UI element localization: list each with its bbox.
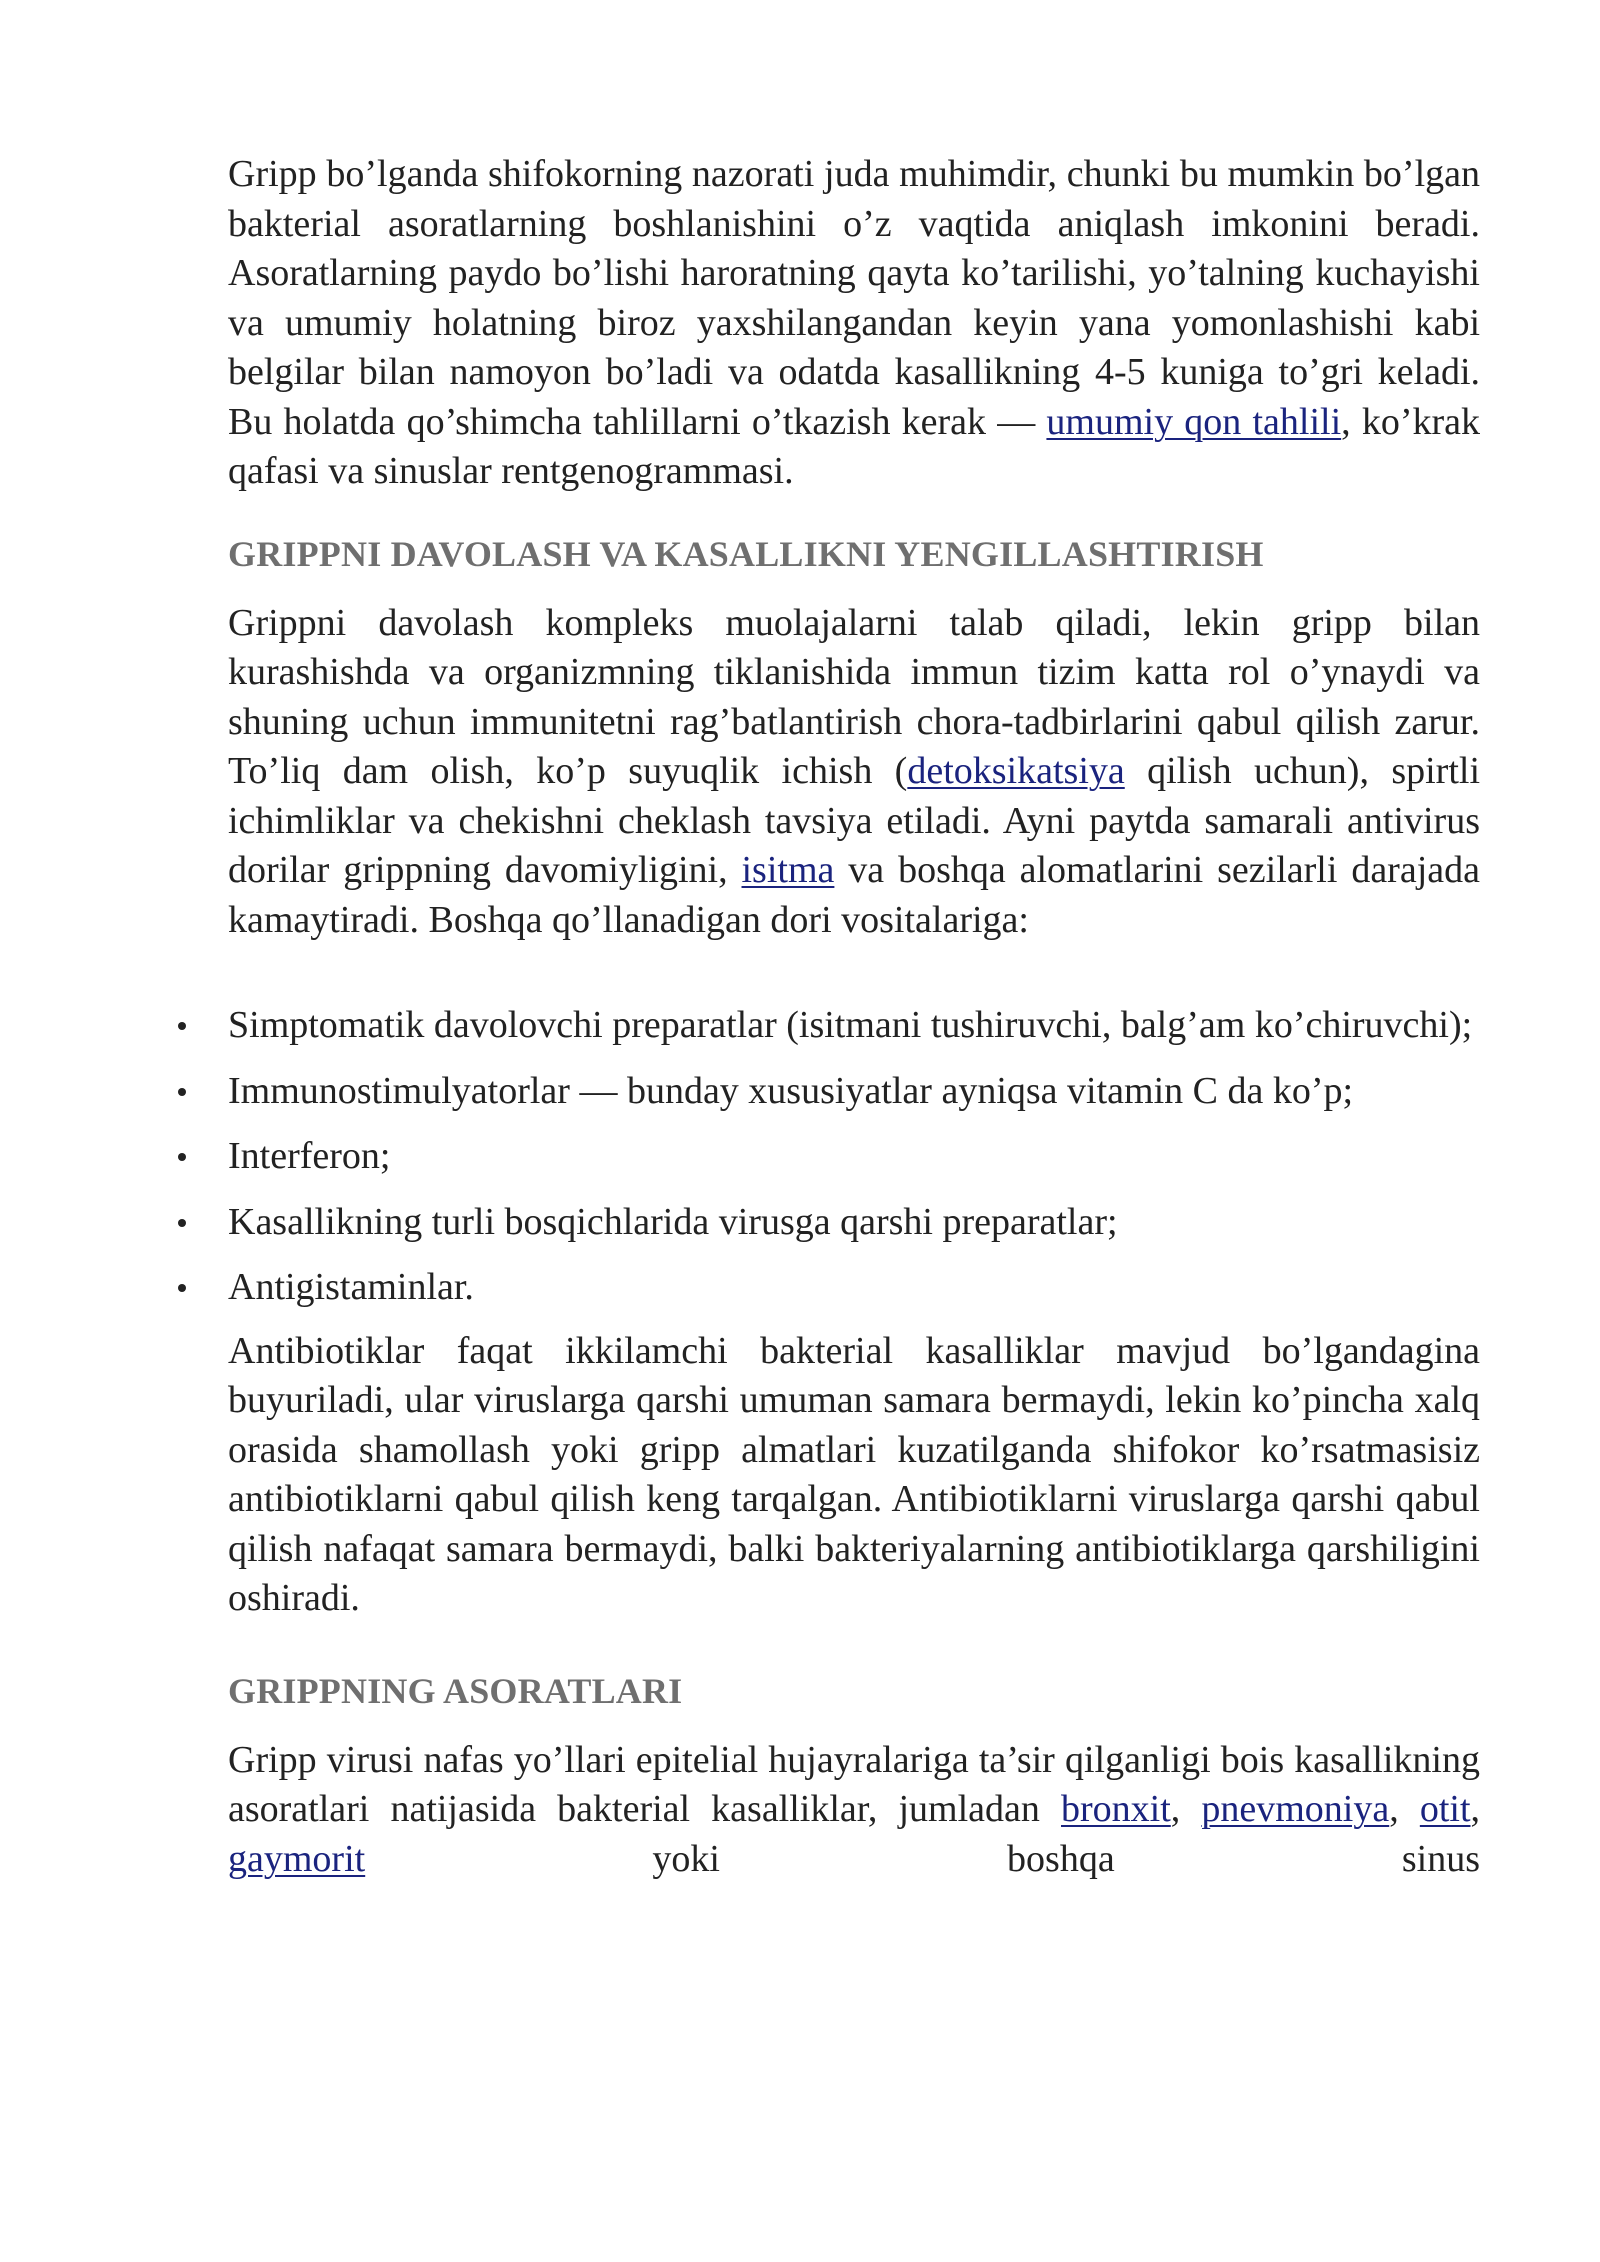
list-item-text: Antigistaminlar. xyxy=(228,1266,474,1308)
bullet-icon xyxy=(178,1284,186,1292)
paragraph-text: va boshqa alomatlarini sezilarli darajada kamaytiradi. Boshqa qo’llanadigan dori vositalariga: xyxy=(228,849,1480,941)
paragraph-treatment xyxy=(228,599,1480,946)
bullet-icon xyxy=(178,1153,186,1161)
section-heading-complications: GRIPPNING ASORATLARI xyxy=(228,1670,683,1711)
link-bronchitis[interactable]: bronxit xyxy=(1061,1788,1171,1830)
separator: , xyxy=(1389,1788,1420,1830)
bullet-icon xyxy=(178,1088,186,1096)
document-page xyxy=(228,150,1480,1884)
bullet-icon xyxy=(178,1219,186,1227)
link-detoxification[interactable]: detoksikatsiya xyxy=(907,750,1125,792)
list-item xyxy=(228,1198,1480,1248)
link-complete-blood-count[interactable]: umumiy qon tahlili xyxy=(1046,400,1342,443)
bullet-icon xyxy=(178,1022,186,1030)
paragraph-text: , ko’krak qafasi va sinuslar rentgenogrammasi. xyxy=(228,400,1480,492)
list-item xyxy=(228,1067,1480,1117)
list-item xyxy=(228,1132,1480,1182)
paragraph-text: Gripp bo’lganda shifokorning nazorati juda muhimdir, chunki bu mumkin bo’lgan bakterial asoratlarning boshlanishini o’z vaqtida aniqlash imkonini beradi. Asoratlarning paydo bo’lishi haroratning qayta ko’tarilishi, yo’talning kuchayishi va umumiy holatning biroz yaxshilangandan keyin yana yomonlashishi kabi belgilar bilan namoyon bo’ladi va odatda kasallikning 4-5 kuniga to’gri keladi. Bu holatda qo’shimcha tahlillarni o’tkazish kerak — xyxy=(228,153,1480,443)
paragraph-text: yoki boshqa sinus xyxy=(365,1837,1480,1880)
list-item xyxy=(228,1263,1480,1313)
link-pneumonia[interactable]: pnevmoniya xyxy=(1201,1788,1390,1830)
paragraph-complications xyxy=(228,1736,1480,1885)
list-item-text: Simptomatik davolovchi preparatlar (isitmani tushiruvchi, balg’am ko’chiruvchi); xyxy=(228,1004,1473,1046)
link-otitis[interactable]: otit xyxy=(1419,1788,1471,1830)
paragraph-text: Gripp virusi nafas yo’llari epitelial hujayralariga ta’sir qilganligi bois kasallikning asoratlari natijasida bakterial kasalliklar, jumladan xyxy=(228,1738,1480,1830)
paragraph-flu-monitoring xyxy=(228,150,1480,497)
paragraph-antibiotics: Antibiotiklar faqat ikkilamchi bakterial kasalliklar mavjud bo’lgandagina buyuriladi, ular viruslarga qarshi umuman samara bermaydi, lekin ko’pincha xalq orasida shamollash yoki gripp almatlari kuzatilganda shifokor ko’rsatmasisiz antibiotiklarni qabul qilish keng tarqalgan. Antibiotiklarni viruslarga qarshi qabul qilish nafaqat samara bermaydi, balki bakteriyalarning antibiotiklarga qarshiligini oshiradi. xyxy=(228,1329,1480,1619)
link-sinusitis[interactable]: gaymorit xyxy=(228,1837,366,1880)
list-item xyxy=(228,1001,1480,1051)
separator: , xyxy=(1470,1788,1481,1830)
paragraph-text: qilish uchun), spirtli ichimliklar va chekishni cheklash tavsiya etiladi. Ayni paytda samarali antivirus dorilar grippning davomiyligini, xyxy=(228,750,1481,891)
paragraph-text: Grippni davolash kompleks muolajalarni talab qiladi, lekin gripp bilan kurashishda va organizmning tiklanishida immun tizim katta rol o’ynaydi va shuning uchun immunitetni rag’batlantirish chora-tadbirlarini qabul qilish zarur. To’liq dam olish, ko’p suyuqlik ichish ( xyxy=(228,601,1480,792)
separator: , xyxy=(1170,1788,1202,1830)
list-item-text: Kasallikning turli bosqichlarida virusga qarshi preparatlar; xyxy=(228,1200,1118,1243)
medication-list xyxy=(228,1001,1480,1313)
list-item-text: Interferon; xyxy=(228,1135,391,1177)
section-heading-treatment: GRIPPNI DAVOLASH VA KASALLIKNI YENGILLASHTIRISH xyxy=(228,533,1264,574)
list-item-text: Immunostimulyatorlar — bunday xususiyatlar ayniqsa vitamin C da ko’p; xyxy=(228,1069,1354,1112)
link-fever[interactable]: isitma xyxy=(741,849,835,891)
